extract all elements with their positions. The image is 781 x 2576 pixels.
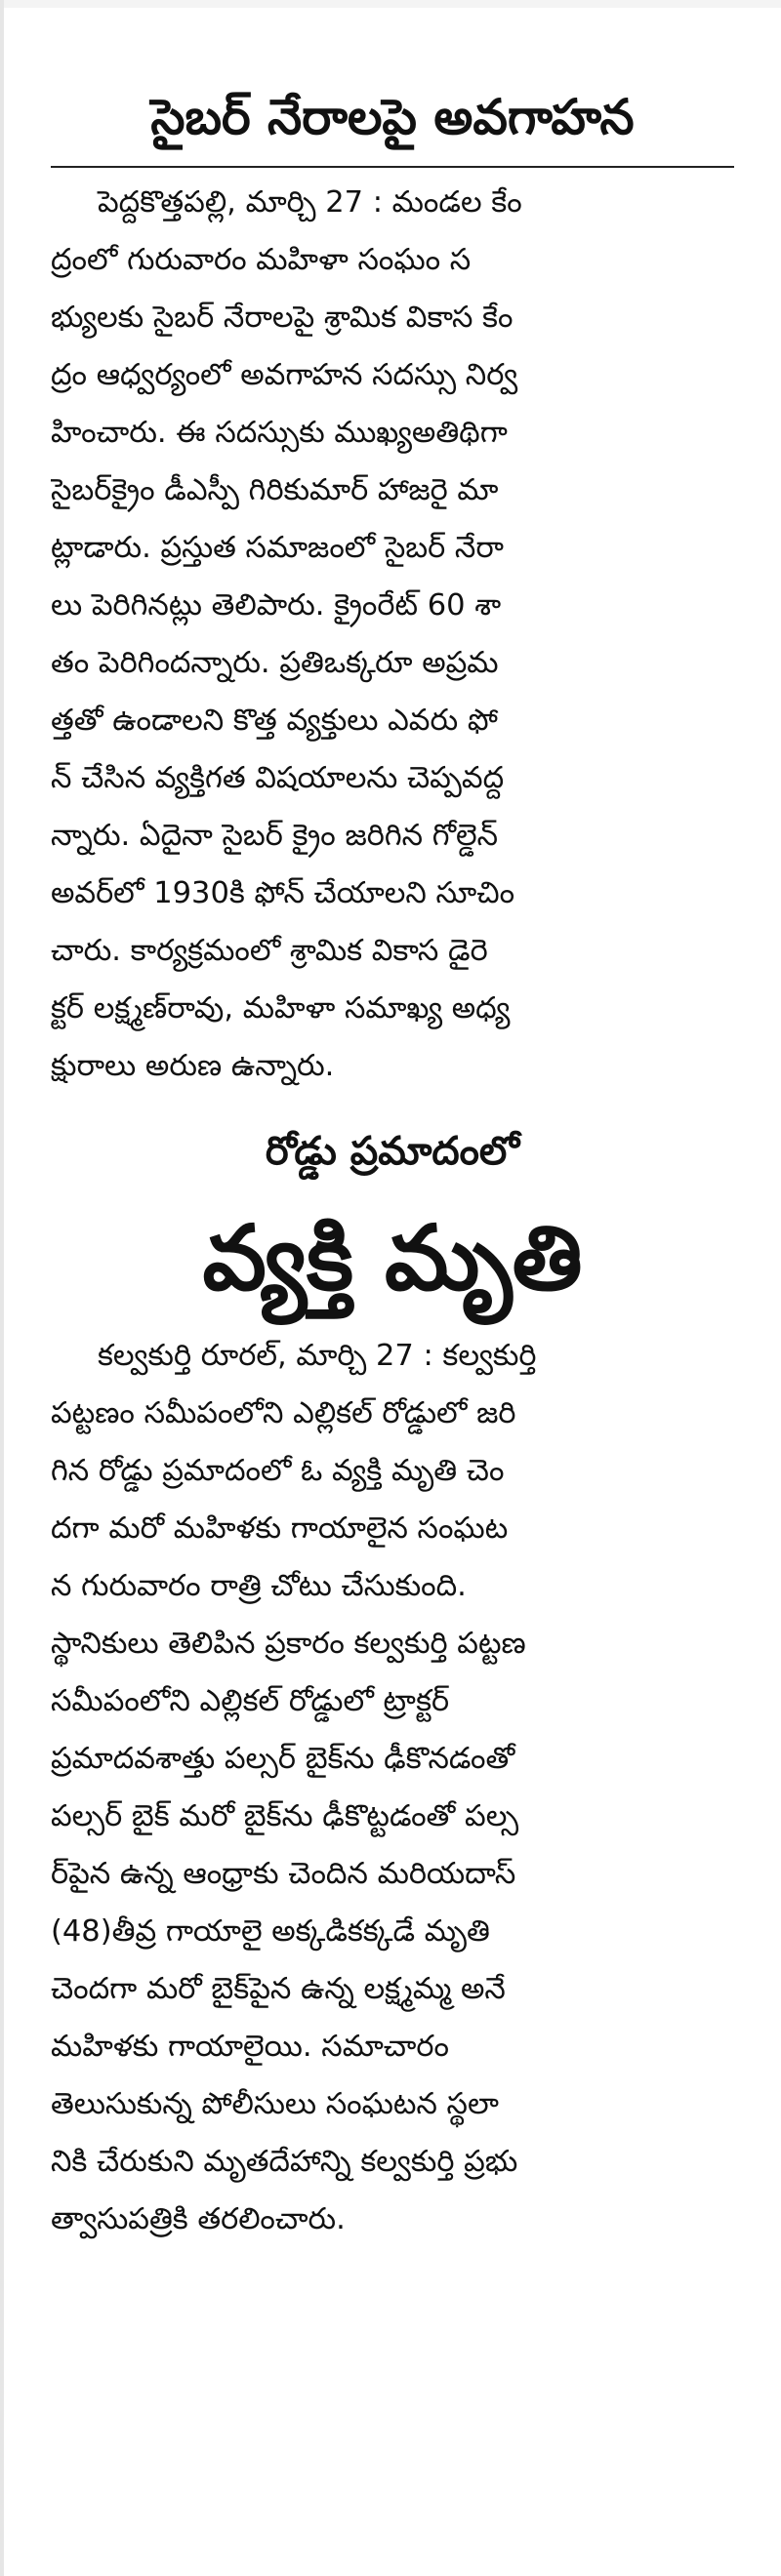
- article1-line: హించారు. ఈ సదస్సుకు ముఖ్యఅతిథిగా: [51, 416, 508, 450]
- article2-line: పట్టణం సమీపంలోని ఎల్లికల్ రోడ్డులో జరి: [51, 1396, 516, 1430]
- article2-line: దగా మరో మహిళకు గాయాలైన సంఘట: [51, 1511, 509, 1546]
- article-cyber-awareness: [51, 68, 734, 1095]
- article1-line: ద్రంలో గురువారం మహిళా సంఘం స: [51, 243, 472, 277]
- article1-line: భ్యులకు సైబర్ నేరాలపై శ్రామిక వికాస కేం: [51, 301, 514, 335]
- headline-divider: [51, 166, 734, 168]
- article1-line: సైబర్‌క్రైం డీఎస్పీ గిరికుమార్ హాజరై మా: [51, 473, 499, 507]
- article2-subheadline: రోడ్డు ప్రమాదంలో: [265, 1129, 520, 1174]
- article-road-accident: [51, 1112, 734, 2248]
- article2-line: (48)తీవ్ర గాయాలై అక్కడికక్కడే మృతి: [51, 1914, 490, 1949]
- article2-line: కల్వకుర్తి రూరల్, మార్చి 27 : కల్వకుర్తి: [98, 1339, 537, 1373]
- article2-line: త్వాసుపత్రికి తరలించారు.: [51, 2202, 346, 2236]
- article2-line: పల్సర్ బైక్ మరో బైక్‌ను ఢీకొట్టడంతో పల్స: [51, 1799, 519, 1833]
- article2-line: సమీపంలోని ఎల్లికల్ రోడ్డులో ట్రాక్టర్: [51, 1684, 450, 1718]
- left-column-rule: [0, 0, 4, 2576]
- article2-line: ప్రమాదవశాత్తు పల్సర్ బైక్‌ను ఢీకొనడంతో: [51, 1742, 515, 1776]
- article1-line: న్నారు. ఏదైనా సైబర్ క్రైం జరిగిన గోల్డెన్: [51, 819, 499, 853]
- article1-line: చారు. కార్యక్రమంలో శ్రామిక వికాస డైరె: [51, 934, 488, 968]
- article1-line: త్తతో ఉండాలని కొత్త వ్యక్తులు ఎవరు ఫో: [51, 704, 498, 738]
- article2-line: నికి చేరుకుని మృతదేహాన్ని కల్వకుర్తి ప్రభు: [51, 2145, 518, 2179]
- article1-line: అవర్‌లో 1930కి ఫోన్ చేయాలని సూచిం: [51, 876, 515, 910]
- article2-line: తెలుసుకున్న పోలీసులు సంఘటన స్థలా: [51, 2087, 499, 2121]
- article1-line: ద్రం ఆధ్వర్యంలో అవగాహన సదస్సు నిర్వ: [51, 358, 518, 392]
- article2-line: స్థానికులు తెలిపిన ప్రకారం కల్వకుర్తి పట్టణ: [51, 1627, 526, 1661]
- article2-line: న గురువారం రాత్రి చోటు చేసుకుంది.: [51, 1569, 467, 1603]
- article1-line: పెద్దకొత్తపల్లి, మార్చి 27 : మండల కేం: [98, 185, 522, 220]
- article2-line: మహిళకు గాయాలైయి. సమాచారం: [51, 2030, 449, 2064]
- article2-headline: వ్యక్తి మృతి: [202, 1206, 583, 1310]
- top-edge-strip: [0, 0, 781, 8]
- article1-line: క్షురాలు అరుణ ఉన్నారు.: [51, 1049, 335, 1083]
- article1-line: క్టర్ లక్ష్మణ్‌రావు, మహిళా సమాఖ్య అధ్య: [51, 991, 511, 1026]
- article2-line: గిన రోడ్డు ప్రమాదంలో ఓ వ్యక్తి మృతి చెం: [51, 1454, 505, 1488]
- article1-line: లు పెరిగినట్లు తెలిపారు. క్రైంరేట్ 60 శా: [51, 588, 502, 623]
- article1-body: [51, 174, 734, 1095]
- article1-line: ట్లాడారు. ప్రస్తుత సమాజంలో సైబర్ నేరా: [51, 531, 504, 565]
- article2-body: [51, 1327, 734, 2248]
- article2-line: చెందగా మరో బైక్‌పైన ఉన్న లక్ష్మమ్మ అనే: [51, 1972, 506, 2006]
- article1-line: న్ చేసిన వ్యక్తిగత విషయాలను చెప్పవద్ద: [51, 761, 505, 795]
- article1-line: తం పెరిగిందన్నారు. ప్రతిఒక్కరూ అప్రమ: [51, 646, 499, 680]
- article1-headline: సైబర్ నేరాలపై అవగాహన: [150, 89, 635, 145]
- article2-line: ర్‌పైన ఉన్న ఆంధ్రాకు చెందిన మరియదాస్: [51, 1857, 516, 1891]
